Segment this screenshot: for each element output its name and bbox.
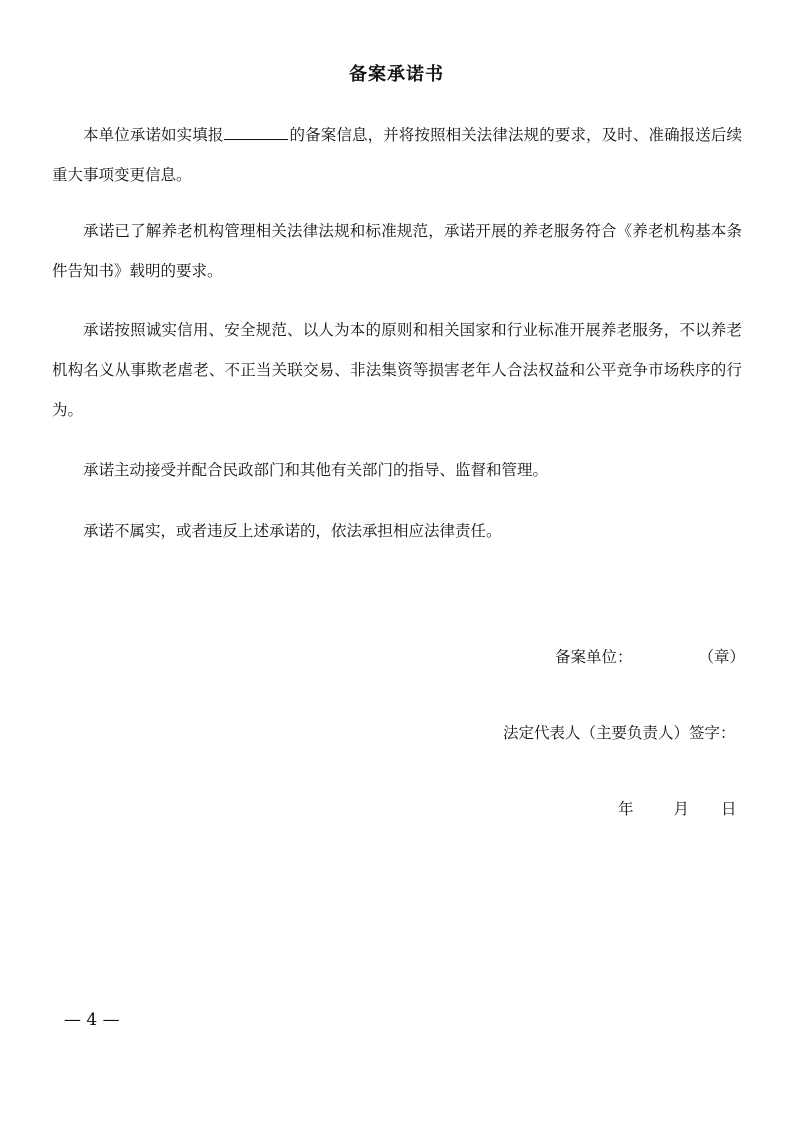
document-title: 备案承诺书 [349,64,444,85]
year-label: 年 [618,800,634,818]
commitment-paragraph-5: 承诺不属实，或者违反上述承诺的，依法承担相应法律责任。 [83,522,502,540]
commitment-paragraph-1 [52,115,742,195]
commitment-paragraph-3: 承诺按照诚实信用、安全规范、以人为本的原则和相关国家和行业标准开展养老服务，不以养老机构名义从事欺老虐老、不正当关联交易、非法集资等损害老年人合法权益和公平竞争市场秩序的行为。 [52,321,742,419]
fill-in-blank-underline[interactable] [224,125,288,140]
date-line [618,797,737,819]
month-label: 月 [673,800,690,818]
commitment-paragraph-2: 承诺已了解养老机构管理相关法律法规和标准规范，承诺开展的养老服务符合《养老机构基本条件告知书》载明的要求。 [52,222,742,280]
filing-unit-line [555,645,745,667]
page-number: — 4 — [64,1010,120,1030]
paragraph-1-text-after: 的备案信息，并将按照相关法律法规的要求，及时、准确报送后续重大事项变更信息。 [52,126,742,184]
paragraph-1-text-before: 本单位承诺如实填报 [83,126,224,144]
stamp-label: （章） [698,648,746,666]
day-label: 日 [721,800,737,818]
legal-representative-signature-line: 法定代表人（主要负责人）签字： [503,724,736,742]
filing-unit-label: 备案单位： [555,648,633,666]
commitment-paragraph-4: 承诺主动接受并配合民政部门和其他有关部门的指导、监督和管理。 [83,461,549,479]
